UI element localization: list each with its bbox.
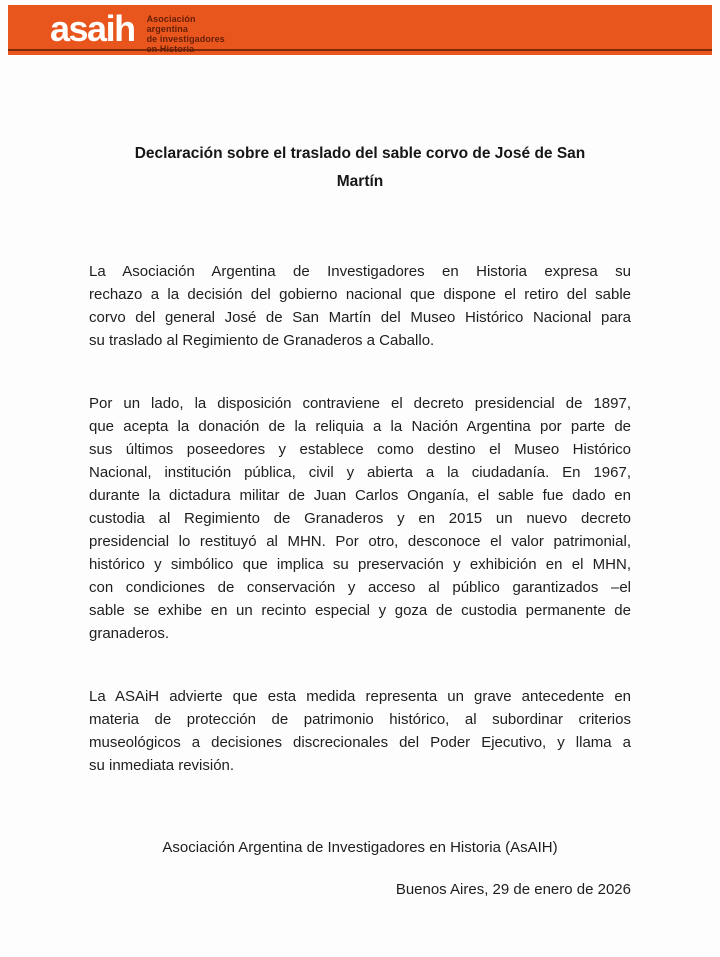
paragraph — [89, 685, 631, 777]
paragraph-line: Nacional, institución pública, civil y abierta a la ciudadanía. En 1967, — [89, 464, 631, 481]
paragraph-line: La Asociación Argentina de Investigadores en Historia expresa su — [89, 263, 631, 280]
org-name-line: en Historia — [146, 44, 195, 54]
title-line: Martín — [336, 173, 384, 190]
paragraph-line: sus últimos poseedores y establece como destino el Museo Histórico — [89, 441, 631, 458]
paragraph-line: Por un lado, la disposición contraviene el decreto presidencial de 1897, — [89, 395, 631, 412]
paragraph-line: histórico y simbólico que implica su preservación y exhibición en el MHN, — [89, 556, 631, 573]
org-name-line: de investigadores — [146, 34, 225, 44]
paragraph-line: corvo del general José de San Martín del Museo Histórico Nacional para — [89, 309, 631, 326]
document-title — [89, 140, 631, 196]
signature-line: Asociación Argentina de Investigadores en Historia (AsAIH) — [162, 839, 558, 856]
org-name-line: argentina — [146, 24, 188, 34]
document-page — [89, 140, 631, 901]
paragraphs — [89, 260, 631, 777]
paragraph-line: que acepta la donación de la reliquia a la Nación Argentina por parte de — [89, 418, 631, 435]
paragraph-line: con condiciones de conservación y acceso al público garantizados –el — [89, 579, 631, 596]
paragraph-line: custodia al Regimiento de Granaderos y en 2015 un nuevo decreto — [89, 510, 631, 527]
paragraph-line: su traslado al Regimiento de Granaderos a Caballo. — [89, 332, 435, 349]
title-line: Declaración sobre el traslado del sable corvo de José de San — [134, 145, 586, 162]
org-name-line: Asociación — [146, 14, 196, 24]
date-line: Buenos Aires, 29 de enero de 2026 — [395, 881, 631, 898]
paragraph — [89, 392, 631, 645]
org-name — [147, 8, 225, 54]
asaih-logo-text: asaih — [50, 8, 135, 49]
banner-bottom-strip — [8, 51, 712, 55]
paragraph-line: granaderos. — [89, 625, 170, 642]
paragraph-line: durante la dictadura militar de Juan Carlos Onganía, el sable fue dado en — [89, 487, 631, 504]
banner-content — [8, 5, 712, 54]
paragraph-line: presidencial lo restituyó al MHN. Por otro, desconoce el valor patrimonial, — [89, 533, 631, 550]
paragraph-line: su inmediata revisión. — [89, 757, 235, 774]
paragraph-line: materia de protección de patrimonio histórico, al subordinar criterios — [89, 711, 631, 728]
paragraph-line: sable se exhibe en un recinto especial y goza de custodia permanente de — [89, 602, 631, 619]
paragraph-line: museológicos a decisiones discrecionales del Poder Ejecutivo, y llama a — [89, 734, 631, 751]
asaih-banner — [8, 5, 712, 55]
paragraph-line: La ASAiH advierte que esta medida representa un grave antecedente en — [89, 688, 631, 705]
paragraph — [89, 260, 631, 352]
paragraph-line: rechazo a la decisión del gobierno nacional que dispone el retiro del sable — [89, 286, 631, 303]
